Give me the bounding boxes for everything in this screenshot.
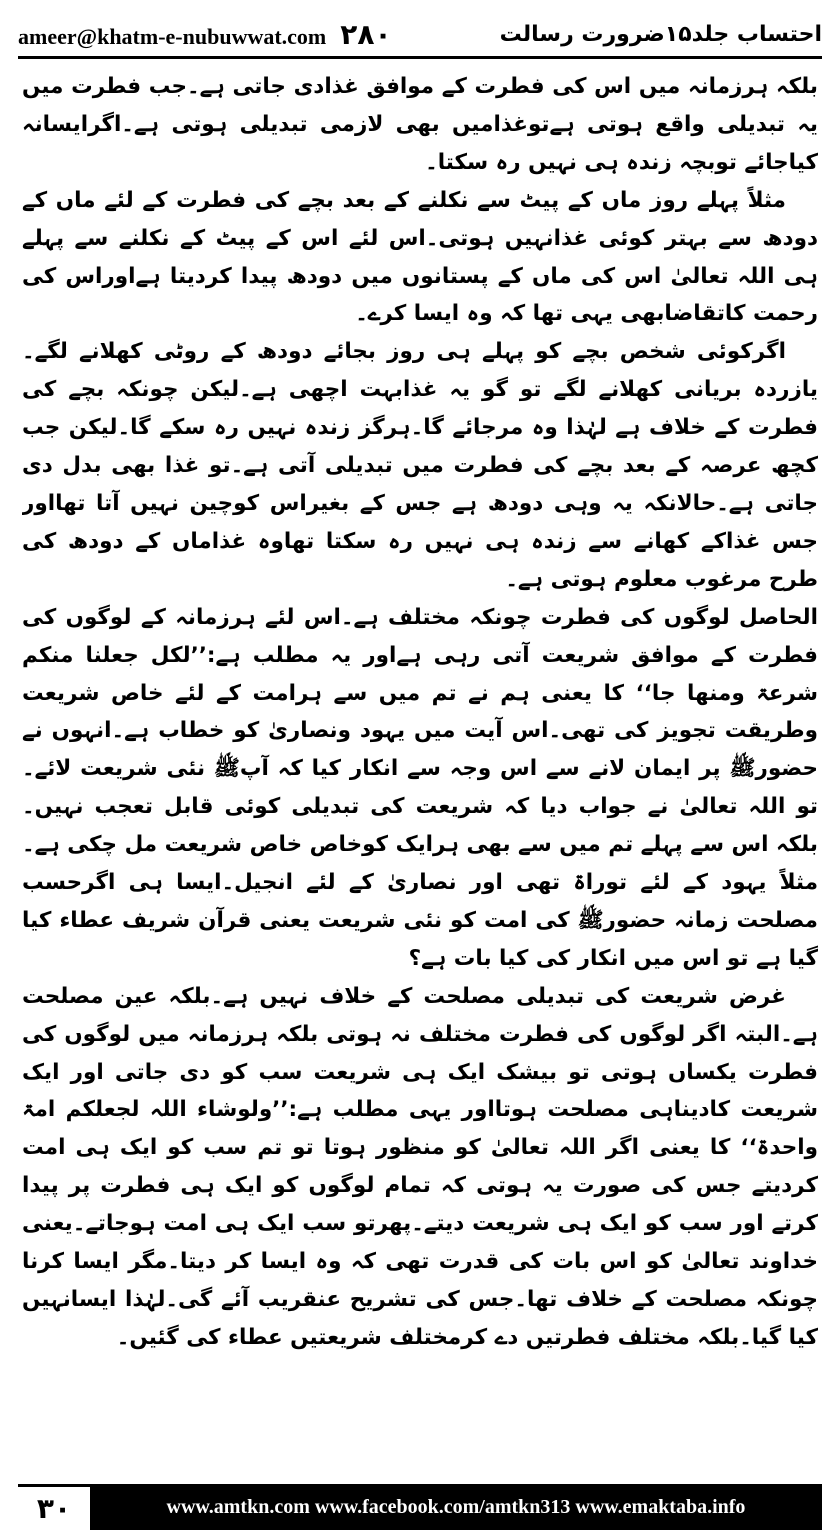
- page-body: [22, 68, 818, 1468]
- header-page-number: ۲۸۰: [340, 17, 392, 51]
- header-rule: [18, 56, 822, 59]
- header-book-title: احتساب جلد۱۵ضرورت رسالت: [499, 21, 822, 47]
- page-header: [18, 14, 822, 54]
- paragraph: غرض شریعت کی تبدیلی مصلحت کے خلاف نہیں ہے۔بلکہ عین مصلحت ہے۔البتہ اگر لوگوں کی فطرت مختلف نہ ہوتی بلکہ ہرزمانہ میں لوگوں کی فطرت یکساں ہوتی تو بیشک ایک ہی شریعت سب کو دی جاتی اور ایک شریعت کادیناہی مصلحت ہوتااور یہی مطلب ہے:’’ولوشاء اللہ لجعلکم امۃ واحدۃ‘‘ کا یعنی اگر اللہ تعالیٰ کو منظور ہوتا تو تم سب کو ایک ہی امت کردیتے جس کی صورت یہ ہوتی کہ تمام لوگوں کو ایک ہی فطرت پر پیدا کرتے اور سب کو ایک ہی شریعت دیتے۔پھرتو سب ایک ہی امت ہوجاتے۔یعنی خداوند تعالیٰ کو اس بات کی قدرت تھی کہ وہ ایسا کر دیتا۔مگر ایسا کرنا چونکہ مصلحت کے خلاف تھا۔جس کی تشریح عنقریب آئے گی۔لہٰذا ایسانہیں کیا گیا۔بلکہ مختلف فطرتیں دے کرمختلف شریعتیں عطاء کی گئیں۔: [22, 983, 818, 1350]
- footer-links: www.amtkn.com www.facebook.com/amtkn313 www.emaktaba.info: [90, 1484, 822, 1530]
- paragraph: الحاصل لوگوں کی فطرت چونکہ مختلف ہے۔اس لئے ہرزمانہ کے لوگوں کی فطرت کے موافق شریعت آتی رہی ہےاور یہ مطلب ہے:’’لکل جعلنا منکم شرعۃ ومنھا جا‘‘ کا یعنی ہم نے تم میں سے ہرامت کے لئے خاص شریعت وطریقت تجویز کی تھی۔اس آیت میں یہود ونصاریٰ کو خطاب ہے۔انہوں نے حضورﷺ پر ایمان لانے سے اس وجہ سے انکار کیا کہ آپﷺ نئی شریعت لائے۔تو اللہ تعالیٰ نے جواب دیا کہ شریعت کی تبدیلی کوئی قابل تعجب نہیں۔ بلکہ اس سے پہلے تم میں سے بھی ہرایک کوخاص خاص شریعت مل چکی ہے۔مثلاً یہود کے لئے توراۃ تھی اور نصاریٰ کے لئے انجیل۔ایسا ہی اگرحسب مصلحت زمانہ حضورﷺ کی امت کو نئی شریعت یعنی قرآن شریف عطاء کیا گیا ہے تو اس میں انکار کی کیا بات ہے؟: [22, 604, 818, 971]
- header-email: ameer@khatm-e-nubuwwat.com: [18, 23, 327, 49]
- paragraph: مثلاً پہلے روز ماں کے پیٹ سے نکلنے کے بعد بچے کی فطرت کے لئے ماں کے دودھ سے بہتر کوئی غذانہیں ہوتی۔اس لئے اس کے پیٹ کے نکلنے سے پہلے ہی اللہ تعالیٰ اس کی ماں کے پستانوں میں دودھ پیدا کردیتا ہےاوراس کی رحمت کاتقاضابھی یہی تھا کہ وہ ایسا کرے۔: [22, 187, 818, 327]
- footer-page-number: ۳۰: [18, 1484, 90, 1530]
- header-left: [18, 18, 392, 51]
- paragraph: بلکہ ہرزمانہ میں اس کی فطرت کے موافق غذادی جاتی ہے۔جب فطرت میں یہ تبدیلی واقع ہوتی ہےتوغذامیں بھی لازمی تبدیلی ہوتی ہے۔اگرایسانہ کیاجائے توبچہ زندہ ہی نہیں رہ سکتا۔: [22, 74, 818, 175]
- page-footer: [18, 1484, 822, 1530]
- paragraph: اگرکوئی شخص بچے کو پہلے ہی روز بجائے دودھ کے روٹی کھلانے لگے۔یازردہ بریانی کھلانے لگے تو گو یہ غذابہت اچھی ہے۔لیکن چونکہ بچے کی فطرت کے خلاف ہے لہٰذا وہ مرجائے گا۔ہرگز زندہ نہیں رہ سکے گا۔لیکن جب کچھ عرصہ کے بعد بچے کی فطرت میں تبدیلی آتی ہے۔تو غذا بھی بدل دی جاتی ہے۔حالانکہ یہ وہی دودھ ہے جس کے بغیراس کوچین نہیں آتا تھااور جس غذاکے کھانے سے زندہ ہی نہیں رہ سکتا تھاوہ غذاماں کے دودھ کی طرح مرغوب معلوم ہوتی ہے۔: [22, 339, 818, 592]
